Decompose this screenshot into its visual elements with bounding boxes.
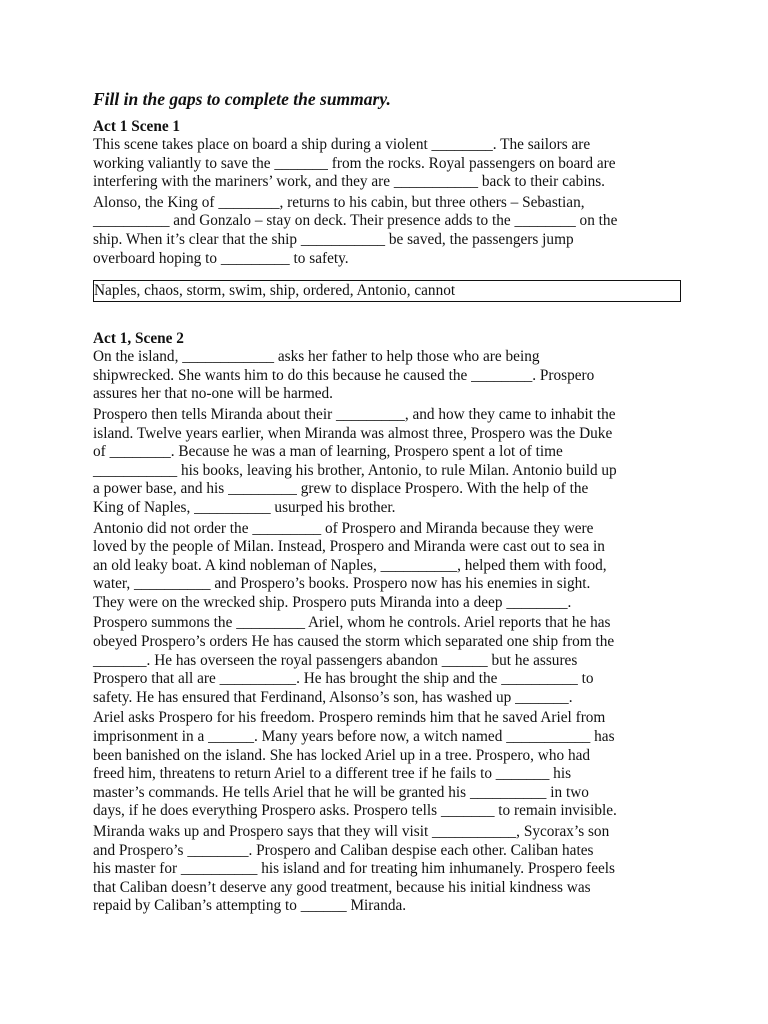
word-bank-box: Naples, chaos, storm, swim, ship, ordered, Antonio, cannot	[93, 280, 681, 302]
section-heading: Act 1, Scene 2	[93, 330, 184, 348]
summary-paragraph: Prospero then tells Miranda about their _________, and how they came to inhabit the island. Twelve years earlier, when Miranda was almost three, Prospero was the Duke of ________. Because he was a man of learning, Prospero spent a lot of time ___________ his books, leaving his brother, Antonio, to rule Milan. Antonio build up a power base, and his _________ grew to displace Prospero. With the help of the King of Naples, __________ usurped his brother.	[93, 405, 617, 516]
worksheet-page	[93, 88, 683, 918]
summary-paragraph: Prospero summons the _________ Ariel, whom he controls. Ariel reports that he has obeyed Prospero’s orders He has caused the storm which separated one ship from the _______. He has overseen the royal passengers abandon ______ but he assures Prospero that all are __________. He has brought the ship and the __________ to safety. He has ensured that Ferdinand, Alsonso’s son, has washed up _______.	[93, 614, 615, 706]
summary-paragraph: This scene takes place on board a ship during a violent ________. The sailors are working valiantly to save the _______ from the rocks. Royal passengers on board are interfering with the mariners’ work, and they are ___________ back to their cabins.	[93, 136, 616, 191]
section-heading: Act 1 Scene 1	[93, 118, 181, 135]
word-bank-wrapper	[93, 280, 683, 302]
summary-paragraph: Miranda waks up and Prospero says that they will visit ___________, Sycorax’s son and Prospero’s ________. Prospero and Caliban despise each other. Caliban hates his master for __________ his island and for treating him inhumanely. Prospero feels that Caliban doesn’t deserve any good treatment, because his initial kindness was repaid by Caliban’s attempting to ______ Miranda.	[93, 823, 615, 915]
summary-paragraph: Antonio did not order the _________ of Prospero and Miranda because they were loved by the people of Milan. Instead, Prospero and Miranda were cast out to sea in an old leaky boat. A kind nobleman of Naples, __________, helped them with food, water, __________ and Prospero’s books. Prospero now has his enemies in sight. They were on the wrecked ship. Prospero puts Miranda into a deep ________.	[93, 519, 607, 611]
summary-paragraph: On the island, ____________ asks her father to help those who are being shipwrecked. She wants him to do this because he caused the ________. Prospero assures her that no-one will be harmed.	[93, 348, 595, 403]
summary-paragraph: Alonso, the King of ________, returns to his cabin, but three others – Sebastian, __________ and Gonzalo – stay on deck. Their presence adds to the ________ on the ship. When it’s clear that the ship ___________ be saved, the passengers jump overboard hoping to _________ to safety.	[93, 193, 618, 267]
section-act1-scene2	[93, 329, 683, 916]
worksheet-title: Fill in the gaps to complete the summary.	[93, 89, 391, 109]
section-act1-scene1	[93, 117, 683, 268]
summary-paragraph: Ariel asks Prospero for his freedom. Prospero reminds him that he saved Ariel from imprisonment in a ______. Many years before now, a witch named ___________ has been banished on the island. She has locked Ariel up in a tree. Prospero, who had freed him, threatens to return Ariel to a different tree if he fails to _______ his master’s commands. He tells Ariel that he will be granted his __________ in two days, if he does everything Prospero asks. Prospero tells _______ to remain invisible.	[93, 709, 617, 820]
